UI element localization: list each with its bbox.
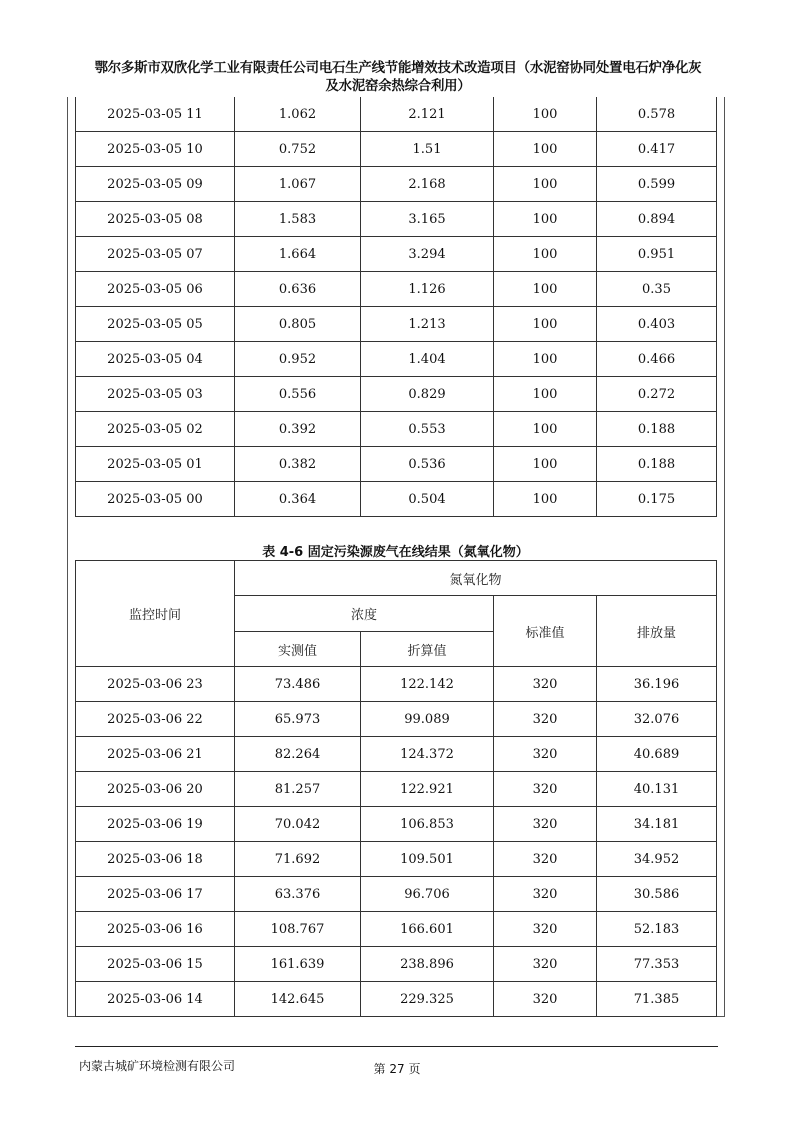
document-header	[70, 60, 726, 96]
table-cell: 0.951	[597, 237, 717, 272]
header-emission: 排放量	[597, 596, 717, 667]
table-cell: 100	[494, 342, 597, 377]
footer-page-number: 第 27 页	[373, 1062, 421, 1076]
table-cell: 2025-03-05 00	[76, 482, 235, 517]
table-cell: 2025-03-05 05	[76, 307, 235, 342]
nox-table-header	[76, 561, 717, 667]
table-cell: 238.896	[361, 947, 494, 982]
table-cell: 63.376	[235, 877, 361, 912]
table-cell: 3.294	[361, 237, 494, 272]
table-cell: 0.175	[597, 482, 717, 517]
table-cell: 0.894	[597, 202, 717, 237]
footer-company: 内蒙古城矿环境检测有限公司	[79, 1059, 236, 1073]
table-cell: 320	[494, 737, 597, 772]
table-row	[76, 167, 717, 202]
table-cell: 2025-03-05 04	[76, 342, 235, 377]
table-cell: 100	[494, 412, 597, 447]
table-cell: 0.556	[235, 377, 361, 412]
table-cell: 1.126	[361, 272, 494, 307]
table-cell: 320	[494, 877, 597, 912]
table-cell: 2025-03-05 09	[76, 167, 235, 202]
continued-data-table-body	[76, 97, 717, 517]
table-cell: 100	[494, 447, 597, 482]
table-cell: 96.706	[361, 877, 494, 912]
table-cell: 229.325	[361, 982, 494, 1017]
table-cell: 320	[494, 702, 597, 737]
footer-divider	[75, 1046, 718, 1047]
table-row	[76, 842, 717, 877]
table-row	[76, 982, 717, 1017]
table-cell: 109.501	[361, 842, 494, 877]
table-row	[76, 912, 717, 947]
table-cell: 2025-03-05 07	[76, 237, 235, 272]
table-cell: 2.168	[361, 167, 494, 202]
header-measured-value: 实测值	[235, 632, 361, 667]
table-cell: 0.952	[235, 342, 361, 377]
table-cell: 2025-03-06 18	[76, 842, 235, 877]
table-cell: 2025-03-05 06	[76, 272, 235, 307]
table-cell: 71.692	[235, 842, 361, 877]
header-title-line1: 鄂尔多斯市双欣化学工业有限责任公司电石生产线节能增效技术改造项目（水泥窑协同处置电石炉净化灰	[94, 61, 702, 76]
table-cell: 77.353	[597, 947, 717, 982]
table-cell: 100	[494, 237, 597, 272]
table-cell: 2025-03-06 20	[76, 772, 235, 807]
table-row	[76, 877, 717, 912]
table-cell: 100	[494, 132, 597, 167]
table-cell: 0.553	[361, 412, 494, 447]
table-row	[76, 667, 717, 702]
table-cell: 0.188	[597, 447, 717, 482]
table-cell: 2025-03-05 02	[76, 412, 235, 447]
header-converted-value: 折算值	[361, 632, 494, 667]
table-row	[76, 482, 717, 517]
table-cell: 108.767	[235, 912, 361, 947]
table-cell: 161.639	[235, 947, 361, 982]
table-cell: 320	[494, 947, 597, 982]
table-cell: 52.183	[597, 912, 717, 947]
table-cell: 320	[494, 982, 597, 1017]
table-cell: 1.062	[235, 97, 361, 132]
table-cell: 2025-03-06 17	[76, 877, 235, 912]
table-cell: 0.829	[361, 377, 494, 412]
table-caption: 表 4-6 固定污染源废气在线结果（氮氧化物）	[262, 545, 529, 560]
header-standard-value: 标准值	[494, 596, 597, 667]
table-cell: 2025-03-05 11	[76, 97, 235, 132]
table-cell: 2025-03-05 08	[76, 202, 235, 237]
table-cell: 0.188	[597, 412, 717, 447]
table-cell: 106.853	[361, 807, 494, 842]
table-cell: 0.272	[597, 377, 717, 412]
table-cell: 1.404	[361, 342, 494, 377]
table-row	[76, 202, 717, 237]
table-row	[76, 97, 717, 132]
table-row	[76, 237, 717, 272]
table-cell: 320	[494, 667, 597, 702]
table-cell: 0.752	[235, 132, 361, 167]
table-cell: 2025-03-06 21	[76, 737, 235, 772]
table-cell: 70.042	[235, 807, 361, 842]
table-cell: 122.142	[361, 667, 494, 702]
table-cell: 320	[494, 772, 597, 807]
header-concentration: 浓度	[235, 596, 494, 632]
table-cell: 2025-03-06 23	[76, 667, 235, 702]
table-cell: 82.264	[235, 737, 361, 772]
table-cell: 0.417	[597, 132, 717, 167]
table-cell: 32.076	[597, 702, 717, 737]
table-cell: 65.973	[235, 702, 361, 737]
table-cell: 320	[494, 807, 597, 842]
table-cell: 0.805	[235, 307, 361, 342]
nox-table-body	[76, 667, 717, 1017]
table-cell: 34.181	[597, 807, 717, 842]
table-cell: 0.536	[361, 447, 494, 482]
table-cell: 40.689	[597, 737, 717, 772]
table-cell: 1.583	[235, 202, 361, 237]
table-cell: 1.51	[361, 132, 494, 167]
table-cell: 2.121	[361, 97, 494, 132]
table-cell: 2025-03-06 15	[76, 947, 235, 982]
table-cell: 142.645	[235, 982, 361, 1017]
header-nox-group: 氮氧化物	[235, 561, 717, 596]
table-cell: 0.599	[597, 167, 717, 202]
table-cell: 0.382	[235, 447, 361, 482]
table-row	[76, 737, 717, 772]
table-row	[76, 377, 717, 412]
table-cell: 81.257	[235, 772, 361, 807]
table-cell: 100	[494, 167, 597, 202]
table-cell: 34.952	[597, 842, 717, 877]
table-row	[76, 702, 717, 737]
table-cell: 0.403	[597, 307, 717, 342]
table-cell: 100	[494, 97, 597, 132]
table-cell: 1.213	[361, 307, 494, 342]
table-row	[76, 342, 717, 377]
table-cell: 124.372	[361, 737, 494, 772]
table-cell: 30.586	[597, 877, 717, 912]
table-cell: 2025-03-06 19	[76, 807, 235, 842]
table-cell: 2025-03-06 22	[76, 702, 235, 737]
table-cell: 99.089	[361, 702, 494, 737]
table-cell: 2025-03-06 16	[76, 912, 235, 947]
table-cell: 0.466	[597, 342, 717, 377]
table-cell: 166.601	[361, 912, 494, 947]
table-cell: 2025-03-05 03	[76, 377, 235, 412]
table-cell: 1.067	[235, 167, 361, 202]
table-cell: 71.385	[597, 982, 717, 1017]
table-cell: 0.392	[235, 412, 361, 447]
table-cell: 2025-03-05 01	[76, 447, 235, 482]
table-cell: 0.504	[361, 482, 494, 517]
table-row	[76, 412, 717, 447]
table-cell: 100	[494, 482, 597, 517]
table-row	[76, 807, 717, 842]
table-cell: 2025-03-06 14	[76, 982, 235, 1017]
table-row	[76, 307, 717, 342]
table-cell: 0.578	[597, 97, 717, 132]
table-row	[76, 132, 717, 167]
table-cell: 100	[494, 272, 597, 307]
nox-results-table	[75, 560, 717, 1017]
table-cell: 36.196	[597, 667, 717, 702]
table-row	[76, 447, 717, 482]
header-monitoring-time: 监控时间	[76, 561, 235, 667]
table-row	[76, 947, 717, 982]
table-cell: 73.486	[235, 667, 361, 702]
table-cell: 100	[494, 307, 597, 342]
table-cell: 320	[494, 842, 597, 877]
table-cell: 0.636	[235, 272, 361, 307]
table-cell: 3.165	[361, 202, 494, 237]
table-cell: 40.131	[597, 772, 717, 807]
table-cell: 1.664	[235, 237, 361, 272]
header-title-line2: 及水泥窑余热综合利用）	[325, 79, 471, 94]
table-cell: 100	[494, 202, 597, 237]
continued-data-table	[75, 97, 717, 517]
table-cell: 0.35	[597, 272, 717, 307]
table-cell: 2025-03-05 10	[76, 132, 235, 167]
table-cell: 0.364	[235, 482, 361, 517]
table-cell: 122.921	[361, 772, 494, 807]
table-cell: 320	[494, 912, 597, 947]
table-row	[76, 272, 717, 307]
table-row	[76, 772, 717, 807]
table-cell: 100	[494, 377, 597, 412]
